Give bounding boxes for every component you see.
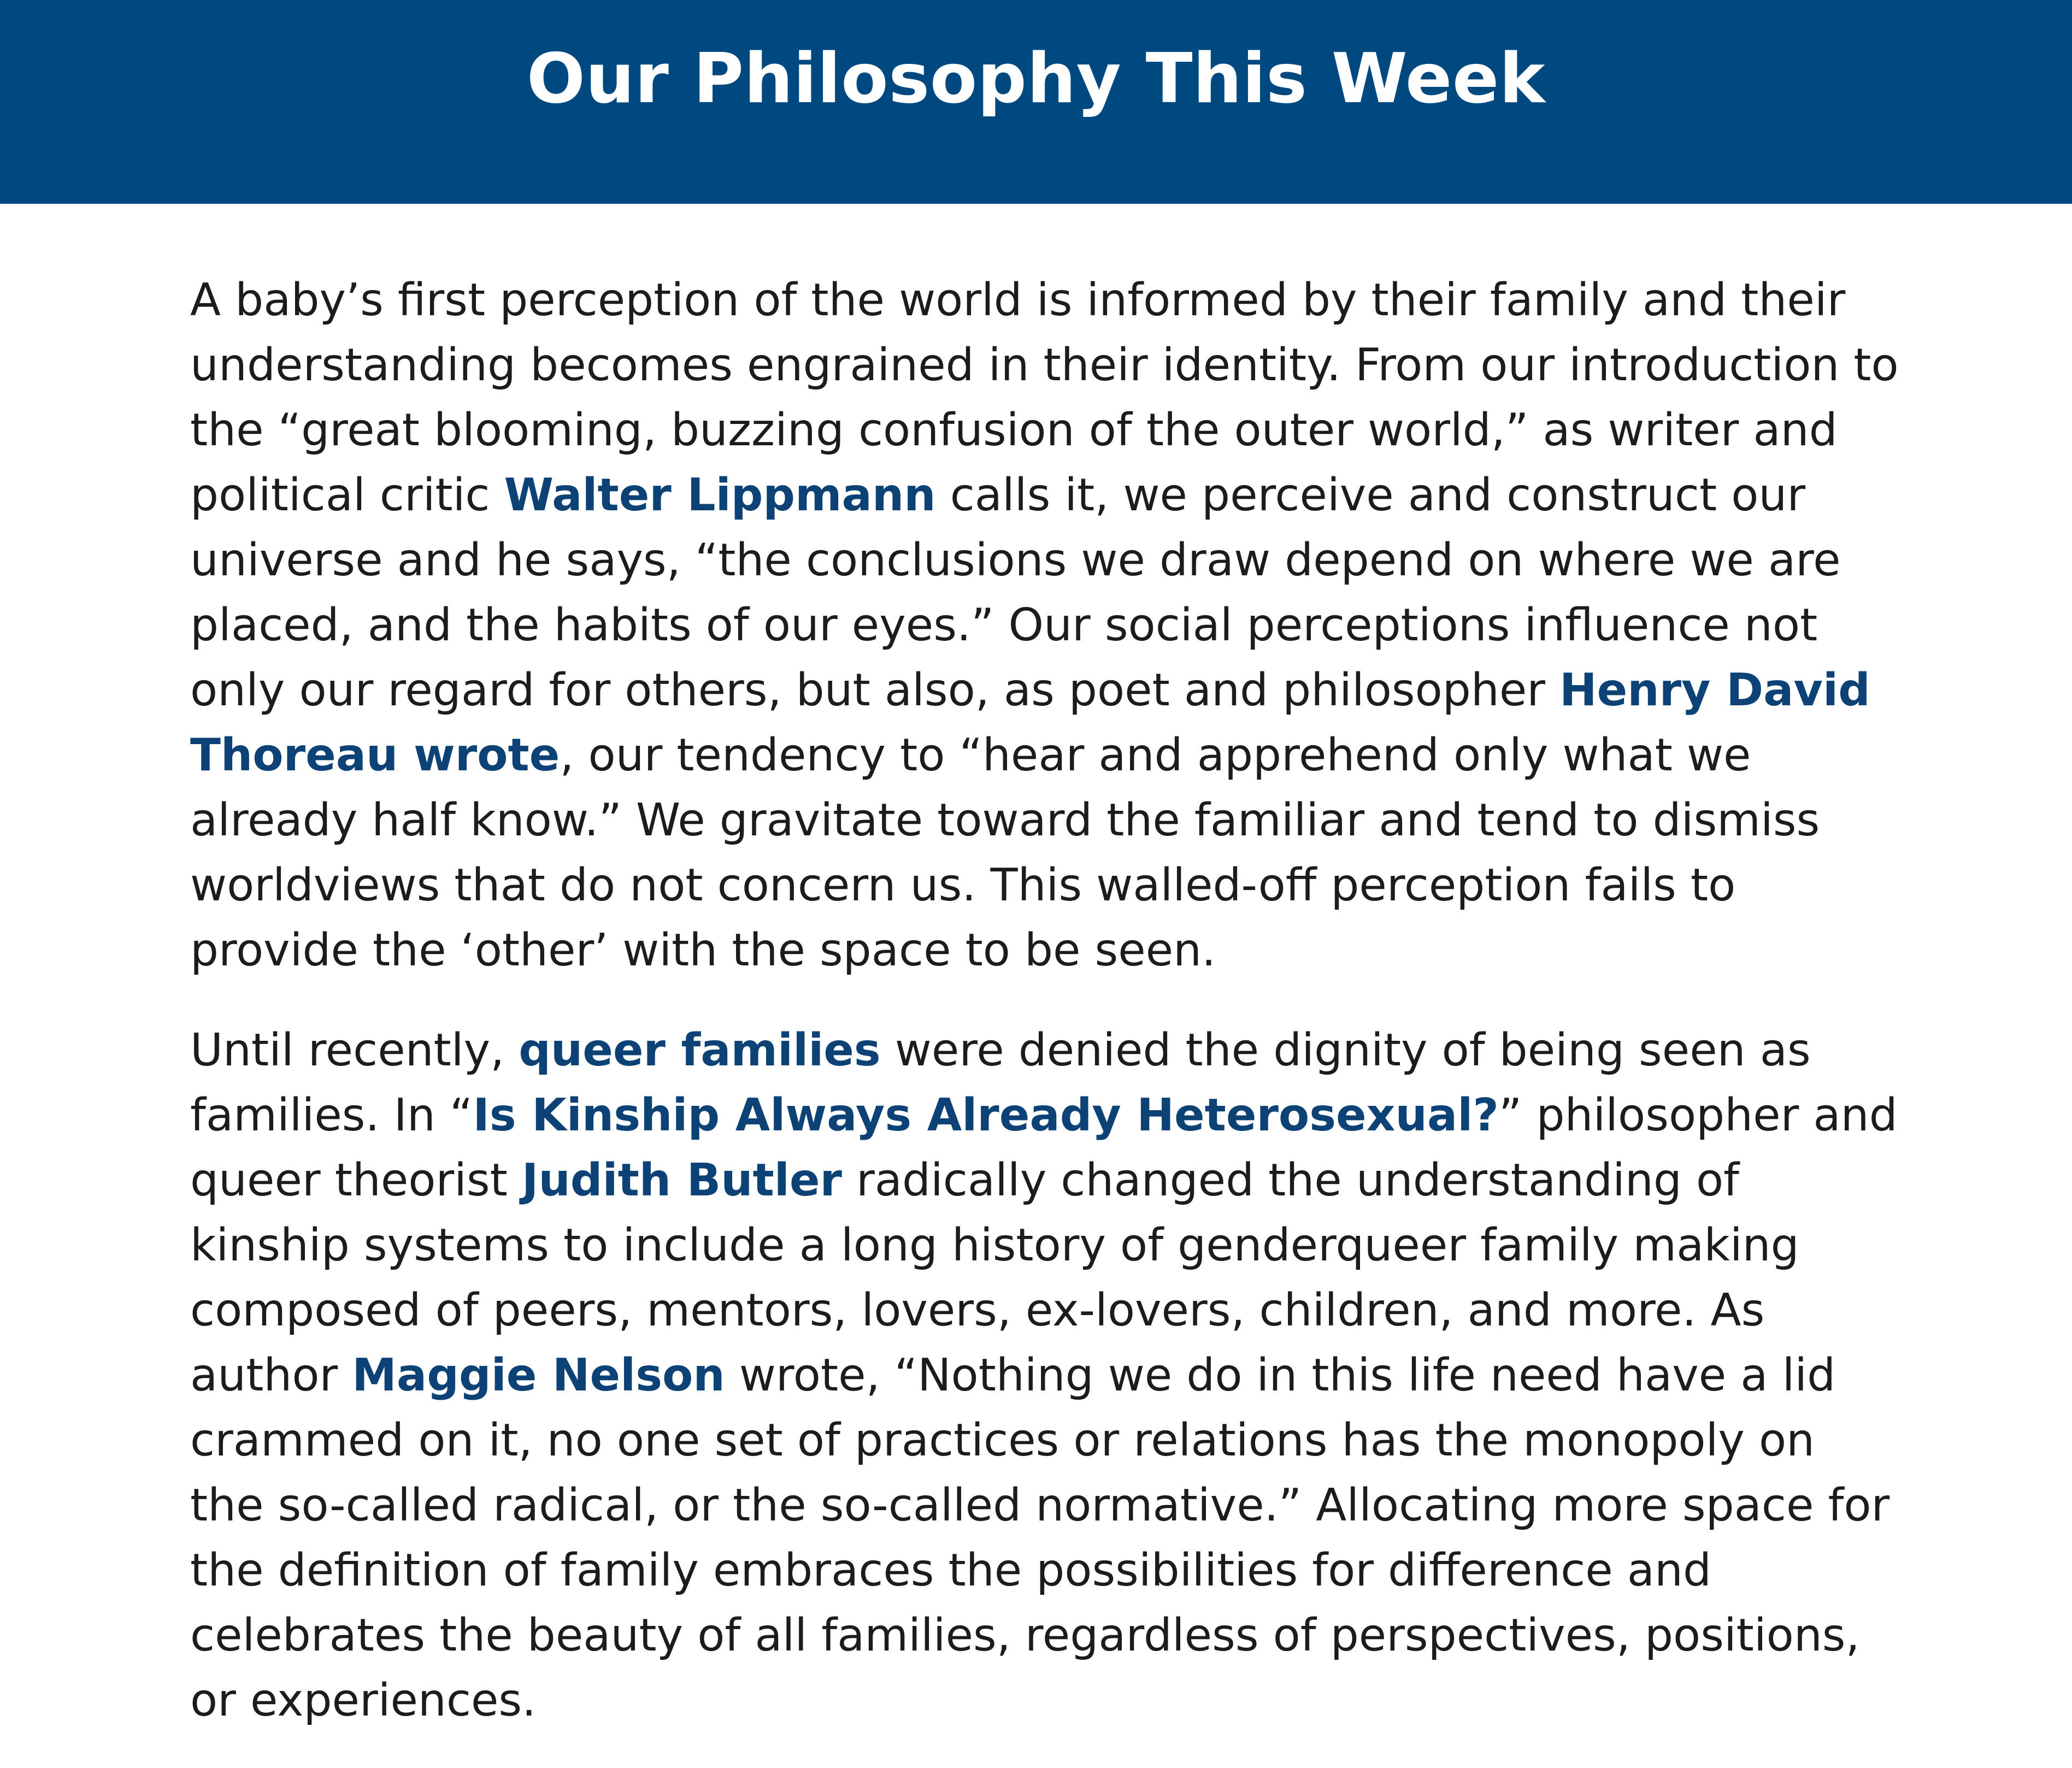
link-judith-butler[interactable]: Judith Butler xyxy=(521,1154,842,1206)
page-title: Our Philosophy This Week xyxy=(526,38,1546,119)
paragraph-text: A baby’s first perception of the world is informed by their family and their understanding becomes engrained in their identity. From our introduction to the “great blooming, buzzing confusion of the outer world,” as writer and political critic xyxy=(190,274,1899,521)
paragraph-1 xyxy=(190,268,1900,983)
paragraph-text: calls it, we perceive and construct our universe and he says, “the conclusions we draw depend on where we are placed, and the habits of our eyes.” Our social perceptions influence not only our regard for others, but also, as poet and philosopher xyxy=(190,469,1841,716)
paragraph-text: wrote, “Nothing we do in this life need have a lid crammed on it, no one set of practices or relations has the monopoly on the so-called radical, or the so-called normative.” Allocating more space for the definition of family embraces the possibilities for difference and celebrates the beauty of all families, regardless of perspectives, positions, or experiences. xyxy=(190,1349,1890,1726)
link-henry-david-thoreau[interactable]: Henry David Thoreau wrote xyxy=(190,664,1870,781)
page-header xyxy=(0,0,2072,204)
paragraph-text: ” philosopher and queer theorist xyxy=(190,1089,1898,1206)
paragraph-text: radically changed the understanding of kinship systems to include a long history of genderqueer family making composed of peers, mentors, lovers, ex-lovers, children, and more. As author xyxy=(190,1154,1799,1401)
paragraph-2 xyxy=(190,1018,1900,1733)
article-body xyxy=(190,268,1900,1768)
paragraph-text: Until recently, xyxy=(190,1024,519,1076)
paragraph-text: , our tendency to “hear and apprehend only what we already half know.” We gravitate toward the familiar and tend to dismiss worldviews that do not concern us. This walled-off perception fails to provide the ‘other’ with the space to be seen. xyxy=(190,729,1820,976)
link-walter-lippmann[interactable]: Walter Lippmann xyxy=(504,469,936,521)
link-maggie-nelson[interactable]: Maggie Nelson xyxy=(352,1349,725,1401)
link-is-kinship-always-already-heterosexual[interactable]: Is Kinship Always Already Heterosexual? xyxy=(473,1089,1499,1141)
link-queer-families[interactable]: queer families xyxy=(519,1024,881,1076)
paragraph-text: were denied the dignity of being seen as families. In “ xyxy=(190,1024,1811,1141)
